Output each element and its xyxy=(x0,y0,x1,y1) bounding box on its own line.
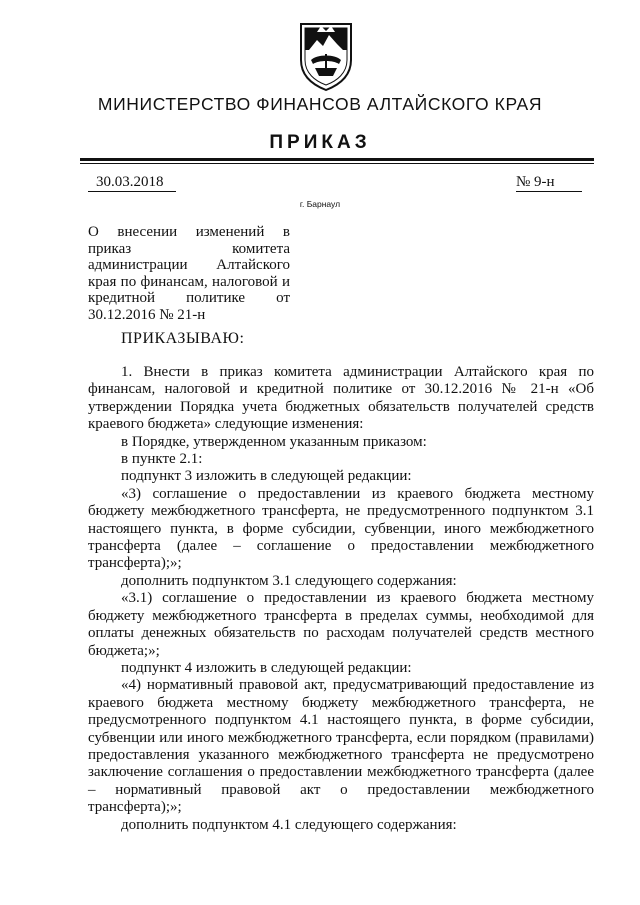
paragraph: «4) нормативный правовой акт, предусматривающий предоставление из краевого бюджета местному бюджету межбюджетного трансферта, не предусмотренного подпунктом 4.1 настоящего пункта, в форме субсидии, субвенции или иного межбюджетного трансферта, если порядком (правилами) предоставления указанного межбюджетного трансферта не предусмотрено заключение соглашения о предоставлении межбюджетного трансферта (далее – нормативный правовой акт о предоставлении межбюджетного трансферта);»; xyxy=(88,677,594,816)
ministry-name: МИНИСТЕРСТВО ФИНАНСОВ АЛТАЙСКОГО КРАЯ xyxy=(97,94,543,114)
paragraph: дополнить подпунктом 3.1 следующего содержания: xyxy=(121,572,457,589)
order-body xyxy=(88,364,594,834)
header-divider-thick xyxy=(80,158,594,161)
paragraph: дополнить подпунктом 4.1 следующего содержания: xyxy=(121,816,457,833)
order-date: 30.03.2018 xyxy=(88,174,176,192)
paragraph: «3) соглашение о предоставлении из краевого бюджета местному бюджету межбюджетного трансферта, не предусмотренного подпунктом 3.1 настоящего пункта, в форме субсидии, субвенции, иного межбюджетного трансферта (далее – соглашение о предоставлении межбюджетного трансферта);»; xyxy=(88,485,594,572)
order-number: № 9-н xyxy=(516,174,582,192)
paragraph: 1. Внести в приказ комитета администрации Алтайского края по финансам, налоговой и кредитной политике от 30.12.2016 № 21-н «Об утверждении Порядка учета бюджетных обязательств получателей средств краевого бюджета» следующие изменения: xyxy=(88,364,594,433)
orders-heading: ПРИКАЗЫВАЮ: xyxy=(121,330,245,347)
document-title: ПРИКАЗ xyxy=(269,132,371,153)
order-city: г. Барнаул xyxy=(299,199,341,209)
paragraph: подпункт 3 изложить в следующей редакции: xyxy=(121,468,412,485)
order-subject: О внесении изменений в приказ комитета администрации Алтайского края по финансам, налоговой и кредитной политике от 30.12.2016 № 21-н xyxy=(88,224,290,323)
paragraph: в Порядке, утвержденном указанным приказом: xyxy=(121,433,427,450)
coat-of-arms-icon xyxy=(295,20,357,92)
header-divider-thin xyxy=(80,163,594,164)
paragraph: подпункт 4 изложить в следующей редакции: xyxy=(121,659,412,676)
paragraph: «3.1) соглашение о предоставлении из краевого бюджета местному бюджету межбюджетного трансферта в пределах суммы, необходимой для оплаты денежных обязательств по расходам получателей средств местного бюджета;»; xyxy=(88,590,594,659)
paragraph: в пункте 2.1: xyxy=(121,451,203,468)
